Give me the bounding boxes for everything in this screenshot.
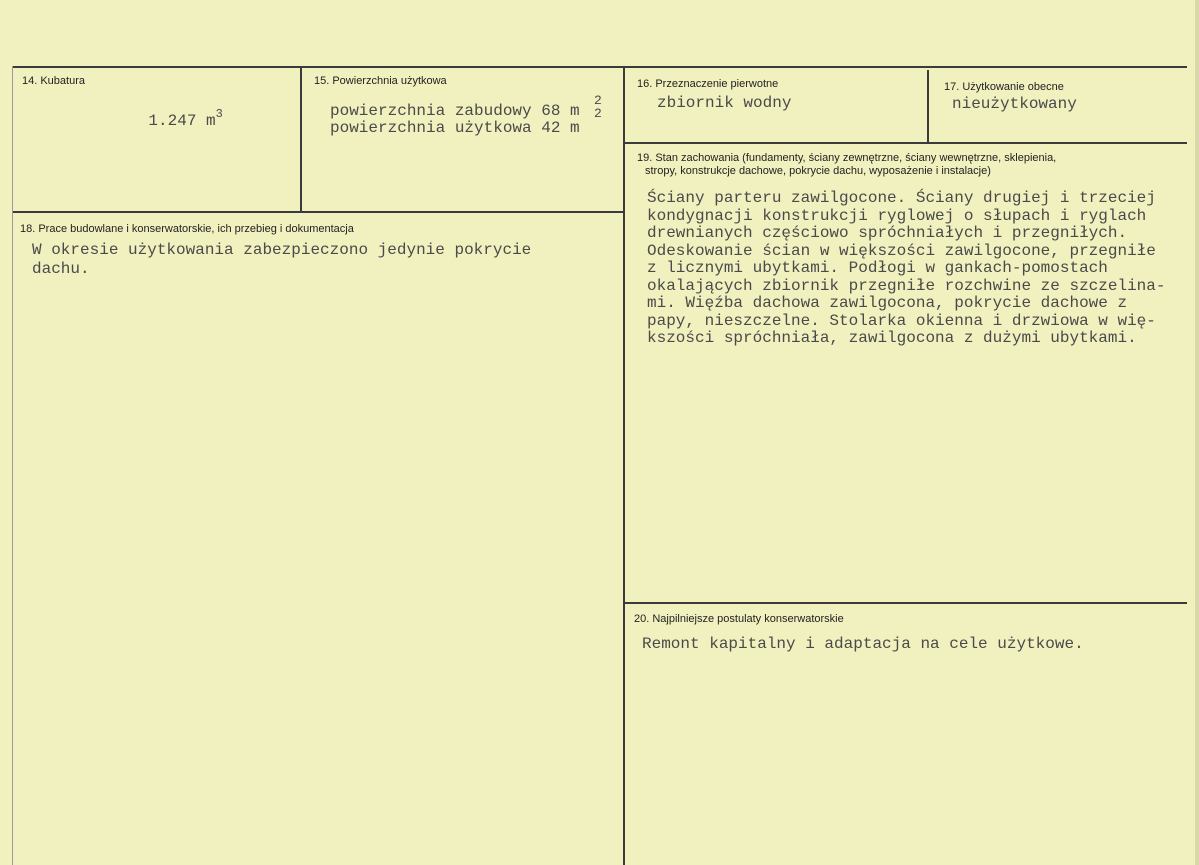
- field-18-label: 18. Prace budowlane i konserwatorskie, ich przebieg i dokumentacja: [20, 223, 354, 235]
- field-14-label: 14. Kubatura: [22, 75, 85, 87]
- field-15-line-1: powierzchnia zabudowy 68 m: [330, 102, 580, 120]
- field-17-value: nieużytkowany: [952, 95, 1077, 113]
- field-19-label-line-1: 19. Stan zachowania (fundamenty, ściany zewnętrzne, ściany wewnętrzne, sklepienia,: [637, 152, 1057, 164]
- rule-under-16-17: [623, 142, 1187, 144]
- field-15-exponent-2: 2: [594, 106, 602, 121]
- field-18-line-1: W okresie użytkowania zabezpieczono jedynie pokrycie: [32, 241, 532, 259]
- field-15-exponent-1: 2: [594, 93, 602, 108]
- rule-under-14-15: [12, 211, 625, 213]
- field-16-label: 16. Przeznaczenie pierwotne: [637, 78, 779, 90]
- divider-15-16: [623, 66, 625, 865]
- card-right-edge: [1195, 0, 1199, 865]
- field-15-line-2: powierzchnia użytkowa 42 m: [330, 119, 580, 137]
- rule-above-20: [623, 602, 1187, 604]
- field-19-line: kondygnacji konstrukcji ryglowej o słupach i ryglach: [647, 206, 1147, 225]
- cubature-value: 1.247 m: [148, 111, 216, 130]
- field-19-line: mi. Więźba dachowa zawilgocona, pokrycie dachowe z: [647, 294, 1128, 312]
- field-20-label: 20. Najpilniejsze postulaty konserwatorskie: [634, 613, 844, 625]
- field-20-value: Remont kapitalny i adaptacja na cele użytkowe.: [642, 635, 1084, 653]
- divider-16-17: [927, 70, 929, 142]
- field-19-line: Odeskowanie ścian w większości zawilgocone, przegniłe: [647, 241, 1156, 260]
- left-border: [12, 66, 13, 865]
- field-19-line: z licznymi ubytkami. Podłogi w gankach-pomostach: [647, 259, 1108, 277]
- field-16-value: zbiornik wodny: [657, 94, 792, 112]
- field-19-line: okalających zbiornik przegniłe rozchwine ze szczelina-: [647, 276, 1166, 295]
- field-19-line: drewnianych częściowo spróchniałych i przegniłych.: [647, 224, 1128, 242]
- field-19-line: papy, nieszczelne. Stolarka okienna i drzwiowa w wię-: [647, 311, 1156, 330]
- field-14-value: [110, 95, 223, 149]
- divider-14-15: [300, 66, 302, 213]
- field-15-label: 15. Powierzchnia użytkowa: [314, 75, 447, 87]
- field-17-label: 17. Użytkowanie obecne: [944, 81, 1064, 93]
- cubature-unit-exponent: 3: [215, 106, 223, 121]
- field-19-label-line-2: stropy, konstrukcje dachowe, pokrycie dachu, wyposażenie i instalacje): [645, 165, 991, 177]
- field-19-line: Ściany parteru zawilgocone. Ściany drugiej i trzeciej: [647, 189, 1156, 207]
- top-rule: [12, 66, 1187, 68]
- field-18-line-2: dachu.: [32, 260, 90, 278]
- field-19-line: kszości spróchniała, zawilgocona z dużymi ubytkami.: [647, 329, 1137, 347]
